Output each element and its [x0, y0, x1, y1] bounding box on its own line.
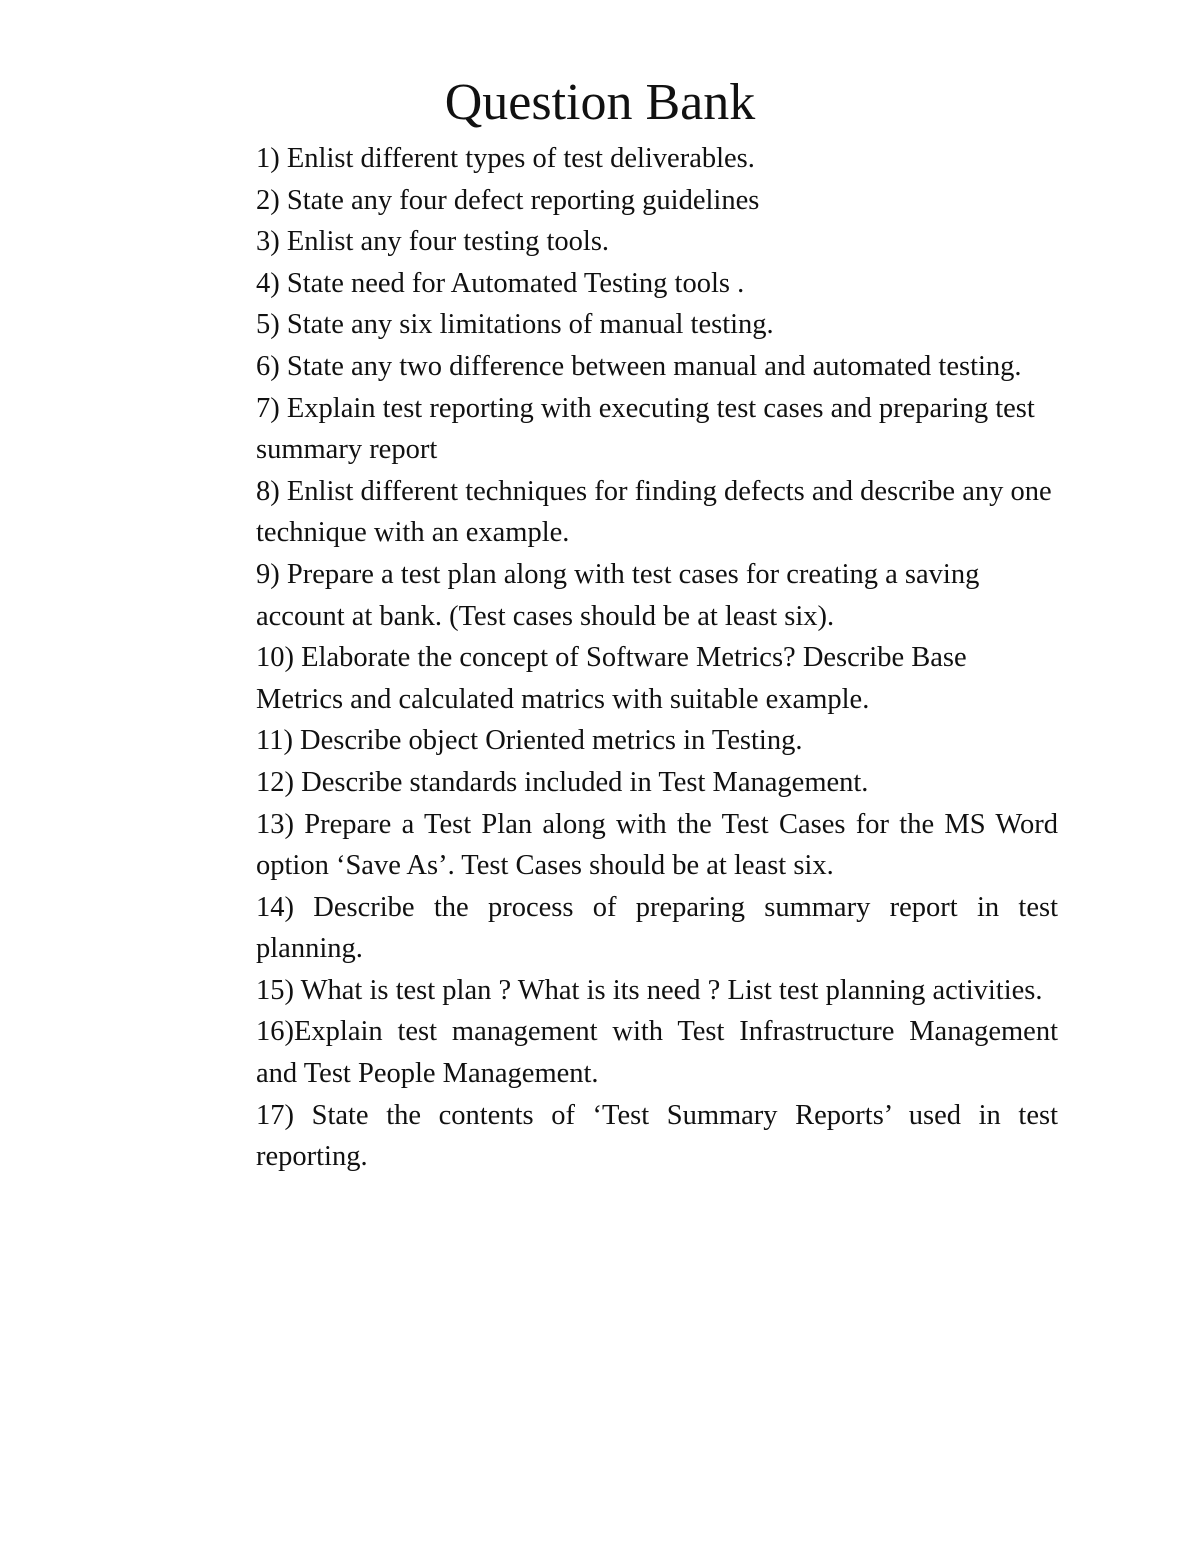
question-item: 8) Enlist different techniques for finding defects and describe any one technique with an example. — [256, 475, 1052, 549]
question-item: 13) Prepare a Test Plan along with the Test Cases for the MS Word option ‘Save As’. Test Cases should be at least six. — [256, 808, 1058, 882]
question-item: 6) State any two difference between manual and automated testing. — [256, 350, 1022, 382]
question-item: 15) What is test plan ? What is its need ? List test planning activities. — [256, 974, 1043, 1006]
question-item: 1) Enlist different types of test deliverables. — [256, 143, 755, 174]
question-item: 4) State need for Automated Testing tools . — [256, 267, 745, 299]
question-item: 14) Describe the process of preparing summary report in test planning. — [256, 891, 1058, 965]
question-item: 11) Describe object Oriented metrics in Testing. — [256, 725, 803, 757]
document-title: Question Bank — [444, 74, 756, 131]
question-item: 10) Elaborate the concept of Software Metrics? Describe Base Metrics and calculated matrics with suitable example. — [256, 642, 967, 715]
question-item: 3) Enlist any four testing tools. — [256, 226, 610, 258]
question-item: 2) State any four defect reporting guidelines — [256, 184, 760, 216]
question-list — [256, 138, 1058, 1178]
question-item: 16)Explain test management with Test Infrastructure Management and Test People Management. — [256, 1016, 1058, 1090]
question-item: 7) Explain test reporting with executing test cases and preparing test summary report — [256, 392, 1035, 466]
question-item: 17) State the contents of ‘Test Summary Reports’ used in test reporting. — [256, 1099, 1058, 1173]
question-item: 5) State any six limitations of manual testing. — [256, 309, 774, 341]
question-item: 12) Describe standards included in Test Management. — [256, 766, 869, 798]
question-item: 9) Prepare a test plan along with test cases for creating a saving account at bank. (Test cases should be at least six). — [256, 558, 980, 632]
